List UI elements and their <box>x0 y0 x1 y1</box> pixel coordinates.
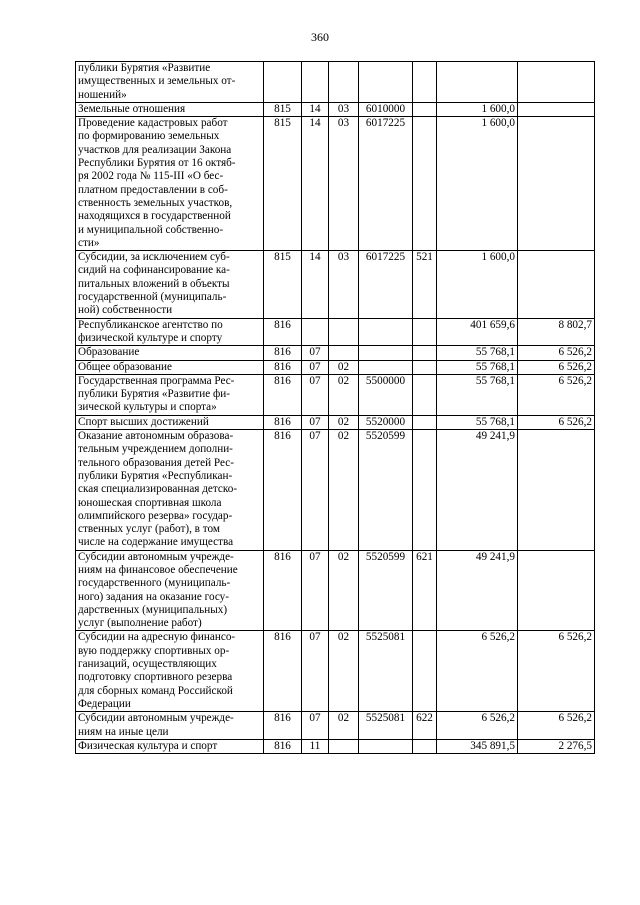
item-name-cell <box>76 550 264 631</box>
ministry-code-cell: 816 <box>264 318 302 346</box>
section-code-cell <box>302 318 329 346</box>
subsection-code-cell: 03 <box>329 251 359 318</box>
item-name-line: вую поддержку спортивных ор- <box>78 644 230 657</box>
subsection-code-cell: 02 <box>329 631 359 712</box>
table-row <box>76 415 595 429</box>
item-name-cell <box>76 62 264 103</box>
item-name-line: ниям на финансовое обеспечение <box>78 563 238 576</box>
expense-type-cell <box>413 117 437 251</box>
item-name-line: дарственных (муниципальных) <box>78 603 228 616</box>
budget-table <box>75 61 595 754</box>
table-row <box>76 374 595 415</box>
item-name-line: Образование <box>78 346 140 359</box>
subsection-code-cell: 03 <box>329 102 359 116</box>
target-item-cell: 6017225 <box>359 251 413 318</box>
expense-type-cell <box>413 102 437 116</box>
section-code-cell: 07 <box>302 360 329 374</box>
section-code-cell: 07 <box>302 346 329 360</box>
item-name-line: услуг (выполнение работ) <box>78 617 202 630</box>
table-row <box>76 318 595 346</box>
item-name-line: государственной (муниципаль- <box>78 291 227 304</box>
item-name-line: Федерации <box>78 697 131 710</box>
target-item-cell: 5500000 <box>359 374 413 415</box>
expense-type-cell <box>413 415 437 429</box>
ministry-code-cell: 815 <box>264 117 302 251</box>
amount-federal-cell <box>518 430 595 551</box>
table-body <box>76 62 595 754</box>
table-row <box>76 251 595 318</box>
item-name-line: ря 2002 года № 115-III «О бес- <box>78 170 224 183</box>
item-name-line: ганизаций, осуществляющих <box>78 658 217 671</box>
expense-type-cell <box>413 374 437 415</box>
ministry-code-cell: 816 <box>264 631 302 712</box>
table-row <box>76 712 595 740</box>
amount-federal-cell: 8 802,7 <box>518 318 595 346</box>
amount-total-cell: 345 891,5 <box>437 739 518 753</box>
item-name-line: Субсидии автономным учрежде- <box>78 550 234 563</box>
amount-federal-cell <box>518 117 595 251</box>
item-name-cell <box>76 360 264 374</box>
item-name-line: сти» <box>78 236 100 249</box>
amount-total-cell: 401 659,6 <box>437 318 518 346</box>
item-name-line: Спорт высших достижений <box>78 415 209 428</box>
section-code-cell <box>302 62 329 103</box>
item-name-cell <box>76 102 264 116</box>
amount-total-cell: 6 526,2 <box>437 712 518 740</box>
table-row <box>76 739 595 753</box>
expense-type-cell <box>413 739 437 753</box>
item-name-line: находящихся в государственной <box>78 210 231 223</box>
item-name-cell <box>76 631 264 712</box>
item-name-line: публики Бурятия «Развитие фи- <box>78 388 231 401</box>
amount-federal-cell: 6 526,2 <box>518 346 595 360</box>
target-item-cell: 6010000 <box>359 102 413 116</box>
target-item-cell: 5520000 <box>359 415 413 429</box>
section-code-cell: 07 <box>302 430 329 551</box>
target-item-cell <box>359 360 413 374</box>
amount-federal-cell <box>518 550 595 631</box>
subsection-code-cell <box>329 346 359 360</box>
amount-total-cell: 1 600,0 <box>437 117 518 251</box>
ministry-code-cell: 816 <box>264 430 302 551</box>
section-code-cell: 11 <box>302 739 329 753</box>
table-row <box>76 360 595 374</box>
subsection-code-cell: 02 <box>329 430 359 551</box>
expense-type-cell: 521 <box>413 251 437 318</box>
item-name-line: Земельные отношения <box>78 102 186 115</box>
expense-type-cell <box>413 62 437 103</box>
table-row <box>76 62 595 103</box>
item-name-line: ская специализированная детско- <box>78 483 238 496</box>
subsection-code-cell: 03 <box>329 117 359 251</box>
item-name-line: ношений» <box>78 88 127 101</box>
target-item-cell <box>359 346 413 360</box>
ministry-code-cell: 815 <box>264 102 302 116</box>
amount-total-cell: 55 768,1 <box>437 415 518 429</box>
item-name-line: Оказание автономным образова- <box>78 430 234 443</box>
amount-total-cell: 55 768,1 <box>437 374 518 415</box>
item-name-line: ственных услуг (работ), в том <box>78 523 220 536</box>
target-item-cell: 5520599 <box>359 550 413 631</box>
amount-federal-cell <box>518 62 595 103</box>
amount-federal-cell: 6 526,2 <box>518 360 595 374</box>
subsection-code-cell <box>329 318 359 346</box>
amount-total-cell: 1 600,0 <box>437 251 518 318</box>
item-name-cell <box>76 346 264 360</box>
section-code-cell: 14 <box>302 102 329 116</box>
section-code-cell: 07 <box>302 631 329 712</box>
item-name-line: ного) задания на оказание госу- <box>78 590 229 603</box>
item-name-line: Республиканское агентство по <box>78 318 223 331</box>
item-name-line: юношеская спортивная школа <box>78 496 222 509</box>
item-name-line: тельным учреждением дополни- <box>78 443 233 456</box>
table-row <box>76 117 595 251</box>
target-item-cell <box>359 62 413 103</box>
table-row <box>76 346 595 360</box>
expense-type-cell <box>413 318 437 346</box>
section-code-cell: 07 <box>302 712 329 740</box>
item-name-line: для сборных команд Российской <box>78 684 233 697</box>
page-number: 360 <box>311 30 329 44</box>
amount-federal-cell <box>518 102 595 116</box>
ministry-code-cell: 816 <box>264 374 302 415</box>
item-name-line: подготовку спортивного резерва <box>78 671 233 684</box>
table-row <box>76 430 595 551</box>
amount-total-cell: 1 600,0 <box>437 102 518 116</box>
item-name-cell <box>76 117 264 251</box>
amount-total-cell: 49 241,9 <box>437 430 518 551</box>
item-name-line: питальных вложений в объекты <box>78 277 230 290</box>
item-name-cell <box>76 374 264 415</box>
ministry-code-cell: 816 <box>264 712 302 740</box>
item-name-line: государственного (муниципаль- <box>78 577 231 590</box>
amount-federal-cell: 2 276,5 <box>518 739 595 753</box>
item-name-line: сидий на софинансирование ка- <box>78 264 230 277</box>
target-item-cell: 5520599 <box>359 430 413 551</box>
subsection-code-cell <box>329 739 359 753</box>
item-name-line: Субсидии автономным учрежде- <box>78 712 234 725</box>
ministry-code-cell: 816 <box>264 360 302 374</box>
item-name-line: платном предоставлении в соб- <box>78 183 228 196</box>
item-name-cell <box>76 430 264 551</box>
item-name-line: публики Бурятия «Республикан- <box>78 469 233 482</box>
item-name-line: числе на содержание имущества <box>78 536 234 549</box>
expense-type-cell: 622 <box>413 712 437 740</box>
amount-federal-cell: 6 526,2 <box>518 631 595 712</box>
section-code-cell: 07 <box>302 415 329 429</box>
amount-federal-cell <box>518 251 595 318</box>
target-item-cell <box>359 739 413 753</box>
ministry-code-cell: 816 <box>264 346 302 360</box>
section-code-cell: 07 <box>302 374 329 415</box>
subsection-code-cell: 02 <box>329 374 359 415</box>
subsection-code-cell <box>329 62 359 103</box>
amount-federal-cell: 6 526,2 <box>518 374 595 415</box>
item-name-line: публики Бурятия «Развитие <box>78 62 211 74</box>
expense-type-cell <box>413 360 437 374</box>
item-name-line: по формированию земельных <box>78 130 220 143</box>
item-name-line: имущественных и земельных от- <box>78 75 236 88</box>
item-name-line: ственность земельных участков, <box>78 196 233 209</box>
expense-type-cell <box>413 430 437 551</box>
section-code-cell: 14 <box>302 117 329 251</box>
item-name-line: ниям на иные цели <box>78 725 169 738</box>
expense-type-cell <box>413 631 437 712</box>
item-name-line: Субсидии на адресную финансо- <box>78 631 236 644</box>
target-item-cell: 5525081 <box>359 712 413 740</box>
item-name-line: участков для реализации Закона <box>78 143 232 156</box>
ministry-code-cell <box>264 62 302 103</box>
subsection-code-cell: 02 <box>329 415 359 429</box>
amount-total-cell: 49 241,9 <box>437 550 518 631</box>
subsection-code-cell: 02 <box>329 712 359 740</box>
table-row <box>76 102 595 116</box>
amount-total-cell: 6 526,2 <box>437 631 518 712</box>
amount-total-cell <box>437 62 518 103</box>
item-name-line: физической культуре и спорту <box>78 331 223 344</box>
item-name-line: тельного образования детей Рес- <box>78 456 234 469</box>
section-code-cell: 14 <box>302 251 329 318</box>
amount-total-cell: 55 768,1 <box>437 346 518 360</box>
section-code-cell: 07 <box>302 550 329 631</box>
amount-federal-cell: 6 526,2 <box>518 712 595 740</box>
item-name-cell <box>76 712 264 740</box>
item-name-cell <box>76 251 264 318</box>
item-name-line: Государственная программа Рес- <box>78 374 235 387</box>
table-row <box>76 631 595 712</box>
ministry-code-cell: 816 <box>264 415 302 429</box>
item-name-line: Физическая культура и спорт <box>78 739 218 752</box>
amount-total-cell: 55 768,1 <box>437 360 518 374</box>
subsection-code-cell: 02 <box>329 360 359 374</box>
expense-type-cell <box>413 346 437 360</box>
item-name-line: Общее образование <box>78 360 172 373</box>
item-name-line: Субсидии, за исключением суб- <box>78 251 230 264</box>
item-name-line: Республики Бурятия от 16 октяб- <box>78 157 236 170</box>
ministry-code-cell: 816 <box>264 550 302 631</box>
ministry-code-cell: 815 <box>264 251 302 318</box>
item-name-line: и муниципальной собственно- <box>78 223 224 236</box>
table-row <box>76 550 595 631</box>
item-name-line: зической культуры и спорта» <box>78 401 217 414</box>
expense-type-cell: 621 <box>413 550 437 631</box>
item-name-line: ной) собственности <box>78 304 173 317</box>
subsection-code-cell: 02 <box>329 550 359 631</box>
amount-federal-cell: 6 526,2 <box>518 415 595 429</box>
item-name-line: Проведение кадастровых работ <box>78 117 228 130</box>
item-name-cell <box>76 739 264 753</box>
item-name-cell <box>76 318 264 346</box>
item-name-line: олимпийского резерва» государ- <box>78 509 233 522</box>
target-item-cell: 6017225 <box>359 117 413 251</box>
item-name-cell <box>76 415 264 429</box>
target-item-cell <box>359 318 413 346</box>
target-item-cell: 5525081 <box>359 631 413 712</box>
ministry-code-cell: 816 <box>264 739 302 753</box>
